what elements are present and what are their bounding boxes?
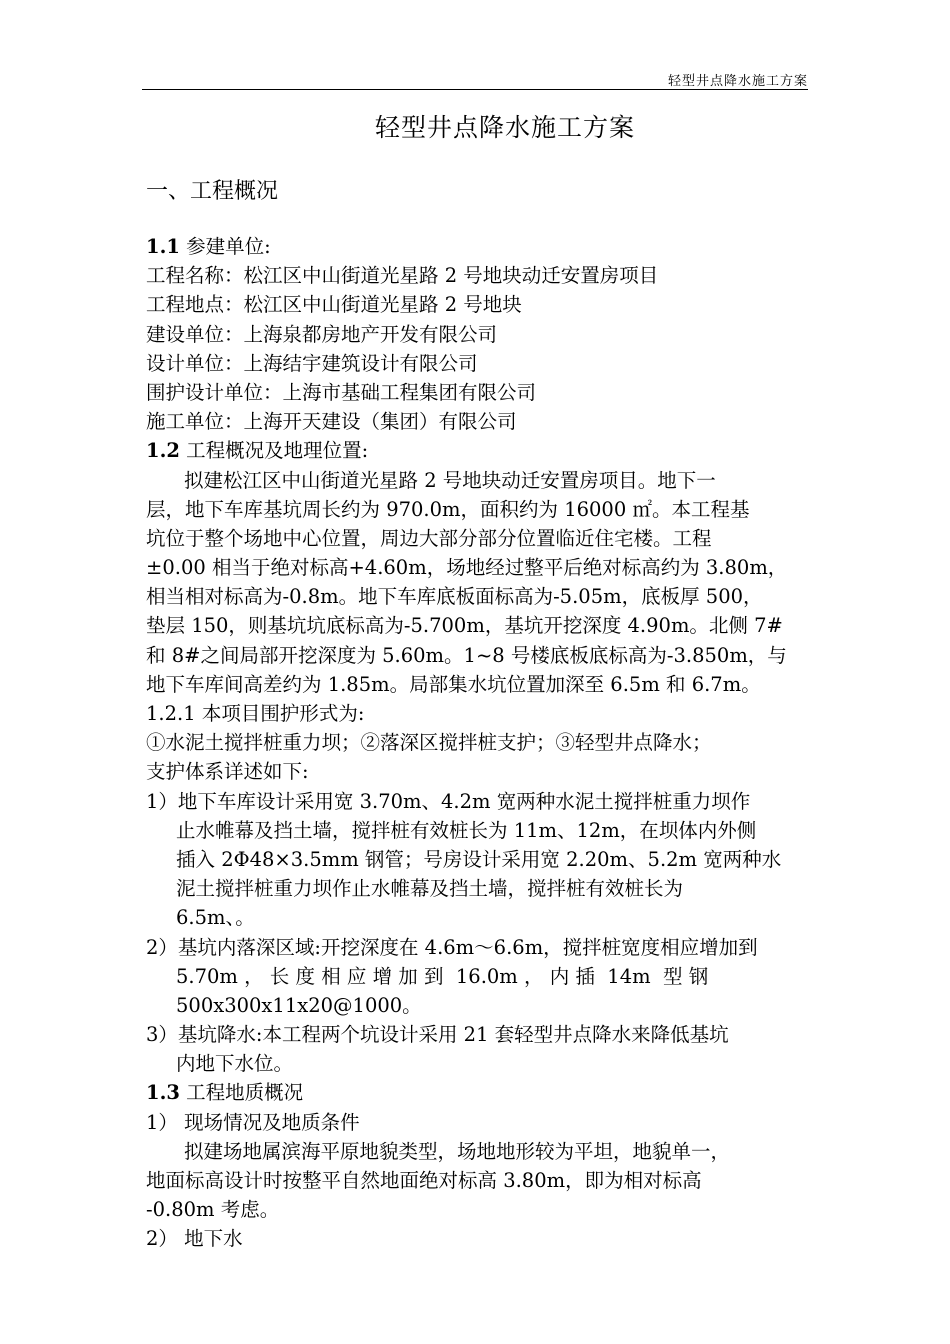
paragraph-line: 和 8#之间局部开挖深度为 5.60m。1~8 号楼底板底标高为-3.850m，与 — [146, 643, 787, 667]
list-item — [146, 933, 808, 1021]
support-forms: ①水泥土搅拌桩重力坝；②落深区搅拌桩支护；③轻型井点降水； — [146, 731, 712, 755]
paragraph-line: 坑位于整个场地中心位置，周边大部分部分位置临近住宅楼。工程 — [146, 526, 712, 550]
list-item-line: 插入 2Φ48×3.5mm 钢管；号房设计采用宽 2.20m、5.2m 宽两种水 — [176, 847, 782, 871]
sub-heading: 1） 现场情况及地质条件 — [146, 1110, 360, 1134]
paragraph-line: 层，地下车库基坑周长约为 970.0m，面积约为 16000 ㎡。本工程基 — [146, 497, 750, 521]
list-item-line: 6.5m、。 — [176, 906, 255, 930]
section-heading: 一、工程概况 — [146, 179, 279, 204]
heading-1-3 — [146, 1078, 808, 1107]
sub-heading-1-2-1: 1.2.1 本项目围护形式为: — [146, 702, 365, 725]
info-row: 围护设计单位：上海市基础工程集团有限公司 — [146, 380, 537, 404]
paragraph-line: 地面标高设计时按整平自然地面绝对标高 3.80m，即为相对标高 — [146, 1169, 702, 1192]
info-row: 建设单位：上海泉都房地产开发有限公司 — [146, 322, 498, 346]
heading-label: 工程地质概况 — [179, 1081, 304, 1105]
running-header: 轻型井点降水施工方案 — [667, 74, 808, 89]
list-item — [146, 787, 808, 933]
info-row: 工程地点：松江区中山街道光星路 2 号地块 — [146, 293, 522, 317]
list-item-line: 1）地下车库设计采用宽 3.70m、4.2m 宽两种水泥土搅拌桩重力坝作 — [146, 789, 751, 813]
list-item-line: 5.70m ， 长 度 相 应 增 加 到 16.0m ， 内 插 14m 型 钢 — [176, 964, 709, 988]
heading-1-2 — [146, 436, 808, 465]
list-item-line: 泥土搅拌桩重力坝作止水帷幕及挡土墙，搅拌桩有效桩长为 — [176, 877, 684, 901]
paragraph-line: 地下车库间高差约为 1.85m。局部集水坑位置加深至 6.5m 和 6.7m。 — [146, 672, 761, 696]
heading-label: 工程概况及地理位置: — [186, 439, 369, 463]
list-item-line: 止水帷幕及挡土墙，搅拌桩有效桩长为 11m、12m，在坝体内外侧 — [176, 818, 757, 842]
paragraph-line: 垫层 150，则基坑坑底标高为-5.700m，基坑开挖深度 4.90m。北侧 7# — [146, 614, 783, 638]
header-rule — [142, 89, 808, 90]
paragraph-line: ±0.00 相当于绝对标高+4.60m，场地经过整平后绝对标高约为 3.80m， — [146, 556, 788, 580]
heading-label: 参建单位: — [186, 235, 271, 258]
list-item-line: 内地下水位。 — [176, 1052, 294, 1076]
list-item — [146, 1020, 808, 1078]
document-body — [146, 232, 808, 1254]
info-row: 施工单位：上海开天建设（集团）有限公司 — [146, 410, 517, 434]
heading-number: 1.1 — [146, 235, 180, 258]
document-title: 轻型井点降水施工方案 — [374, 113, 635, 142]
detail-intro: 支护体系详述如下: — [146, 760, 309, 784]
info-row: 设计单位：上海结宇建筑设计有限公司 — [146, 351, 478, 375]
list-item-line: 3）基坑降水:本工程两个坑设计采用 21 套轻型井点降水来降低基坑 — [146, 1023, 729, 1047]
sub-heading: 2） 地下水 — [146, 1227, 243, 1251]
list-item-line: 2）基坑内落深区域:开挖深度在 4.6m～6.6m，搅拌桩宽度相应增加到 — [146, 935, 758, 959]
paragraph-line: 拟建场地属滨海平原地貌类型，场地地形较为平坦，地貌单一， — [184, 1139, 731, 1163]
heading-1-1 — [146, 232, 808, 261]
paragraph-line: -0.80m 考虑。 — [146, 1198, 280, 1222]
paragraph-line: 拟建松江区中山街道光星路 2 号地块动迁安置房项目。地下一 — [184, 468, 716, 492]
heading-number: 1.3 — [146, 1081, 180, 1105]
heading-number: 1.2 — [146, 439, 180, 463]
list-item-line: 500x300x11x20@1000。 — [176, 993, 422, 1017]
info-row: 工程名称：松江区中山街道光星路 2 号地块动迁安置房项目 — [146, 264, 659, 288]
paragraph-line: 相当相对标高为-0.8m。地下车库底板面标高为-5.05m，底板厚 500， — [146, 585, 763, 609]
